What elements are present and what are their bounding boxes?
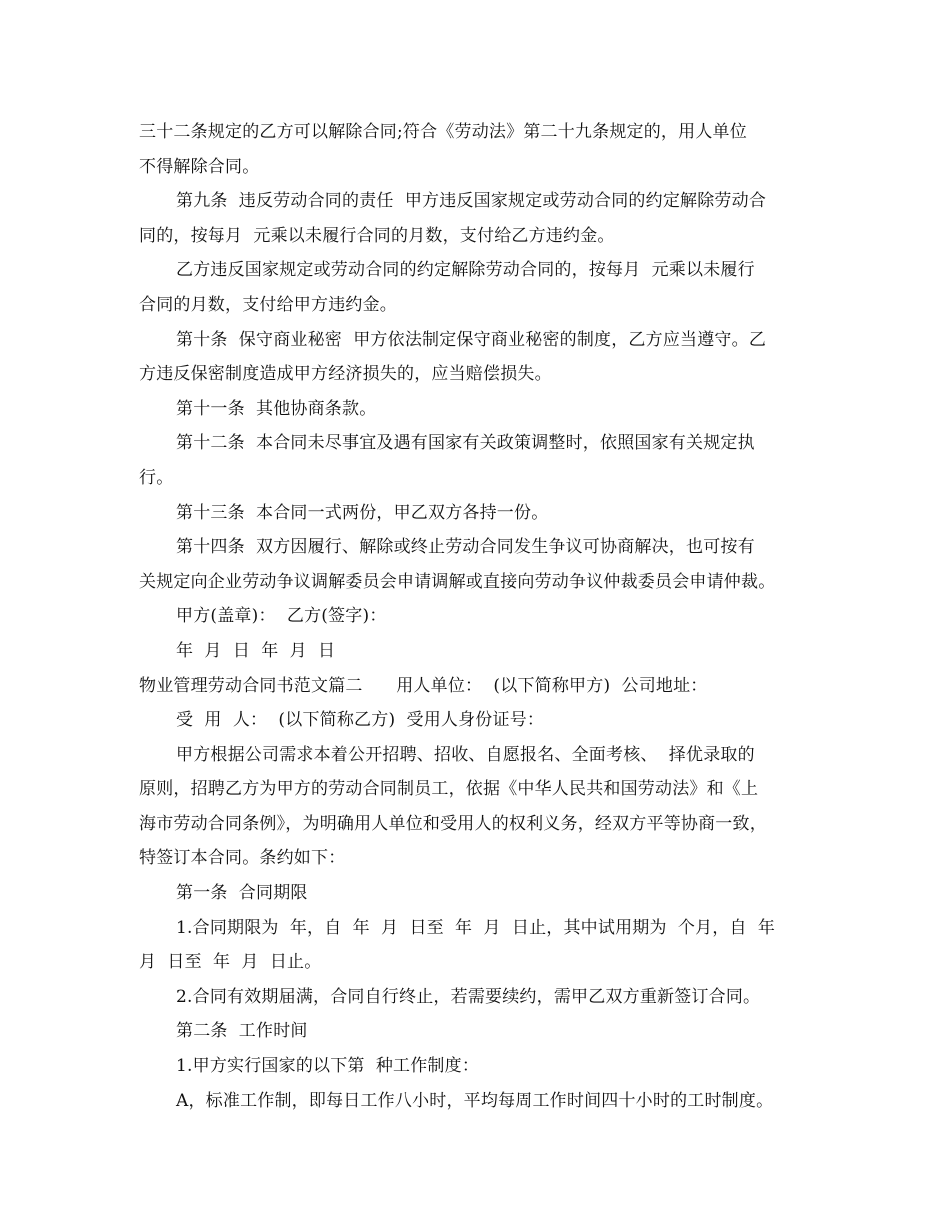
article-13-heading: 第十三条 本合同一式两份，甲乙双方各持一份。 <box>176 502 549 523</box>
text-line: 方违反保密制度造成甲方经济损失的，应当赔偿损失。 <box>139 364 552 385</box>
signature-line: 甲方(盖章)： 乙方(签字)： <box>176 606 387 627</box>
article-2-heading: 第二条 工作时间 <box>176 1021 308 1042</box>
text-line: 原则，招聘乙方为甲方的劳动合同制员工，依据《中华人民共和国劳动法》和《上 <box>139 779 759 800</box>
article-10-heading: 第十条 保守商业秘密 甲方依法制定保守商业秘密的制度，乙方应当遵守。乙 <box>176 329 767 350</box>
article-1-heading: 第一条 合同期限 <box>176 883 308 904</box>
text-line: A，标准工作制，即每日工作八小时，平均每周工作时间四十小时的工时制度。 <box>176 1090 774 1111</box>
text-line: 海市劳动合同条例》，为明确用人单位和受用人的权利义务，经双方平等协商一致， <box>139 813 767 834</box>
text-line: 三十二条规定的乙方可以解除合同;符合《劳动法》第二十九条规定的，用人单位 <box>139 122 747 142</box>
date-line: 年 月 日 年 月 日 <box>176 640 336 661</box>
text-line: 2.合同有效期届满，合同自行终止，若需要续约，需甲乙双方重新签订合同。 <box>176 986 761 1007</box>
document-body <box>139 115 819 1118</box>
article-9-heading: 第九条 违反劳动合同的责任 甲方违反国家规定或劳动合同的约定解除劳动合 <box>176 191 767 212</box>
article-14-heading: 第十四条 双方因履行、解除或终止劳动合同发生争议可协商解决，也可按有 <box>176 537 755 558</box>
text-line: 关规定向企业劳动争议调解委员会申请调解或直接向劳动争议仲裁委员会申请仲裁。 <box>139 571 776 592</box>
text-line: 特签订本合同。条约如下： <box>139 848 346 869</box>
text-line: 不得解除合同。 <box>139 156 260 177</box>
article-11-heading: 第十一条 其他协商条款。 <box>176 398 377 419</box>
article-12-heading: 第十二条 本合同未尽事宜及遇有国家有关政策调整时，依照国家有关规定执 <box>176 433 755 454</box>
text-line: 甲方根据公司需求本着公开招聘、招收、自愿报名、全面考核、 择优录取的 <box>176 744 755 765</box>
text-line: 同的，按每月 元乘以未履行合同的月数，支付给乙方违约金。 <box>139 225 615 246</box>
text-line: 乙方违反国家规定或劳动合同的约定解除劳动合同的，按每月 元乘以未履行 <box>176 260 755 281</box>
text-line: 行。 <box>139 467 174 488</box>
text-line: 受 用 人： (以下简称乙方) 受用人身份证号： <box>176 710 545 731</box>
text-line: 合同的月数，支付给甲方违约金。 <box>139 294 397 315</box>
section-title: 物业管理劳动合同书范文篇二 用人单位： (以下简称甲方) 公司地址： <box>139 675 708 696</box>
text-line: 月 日至 年 月 日止。 <box>139 952 322 973</box>
text-line: 1.甲方实行国家的以下第 种工作制度： <box>176 1056 480 1077</box>
text-line: 1.合同期限为 年，自 年 月 日至 年 月 日止，其中试用期为 个月，自 年 <box>176 917 776 938</box>
